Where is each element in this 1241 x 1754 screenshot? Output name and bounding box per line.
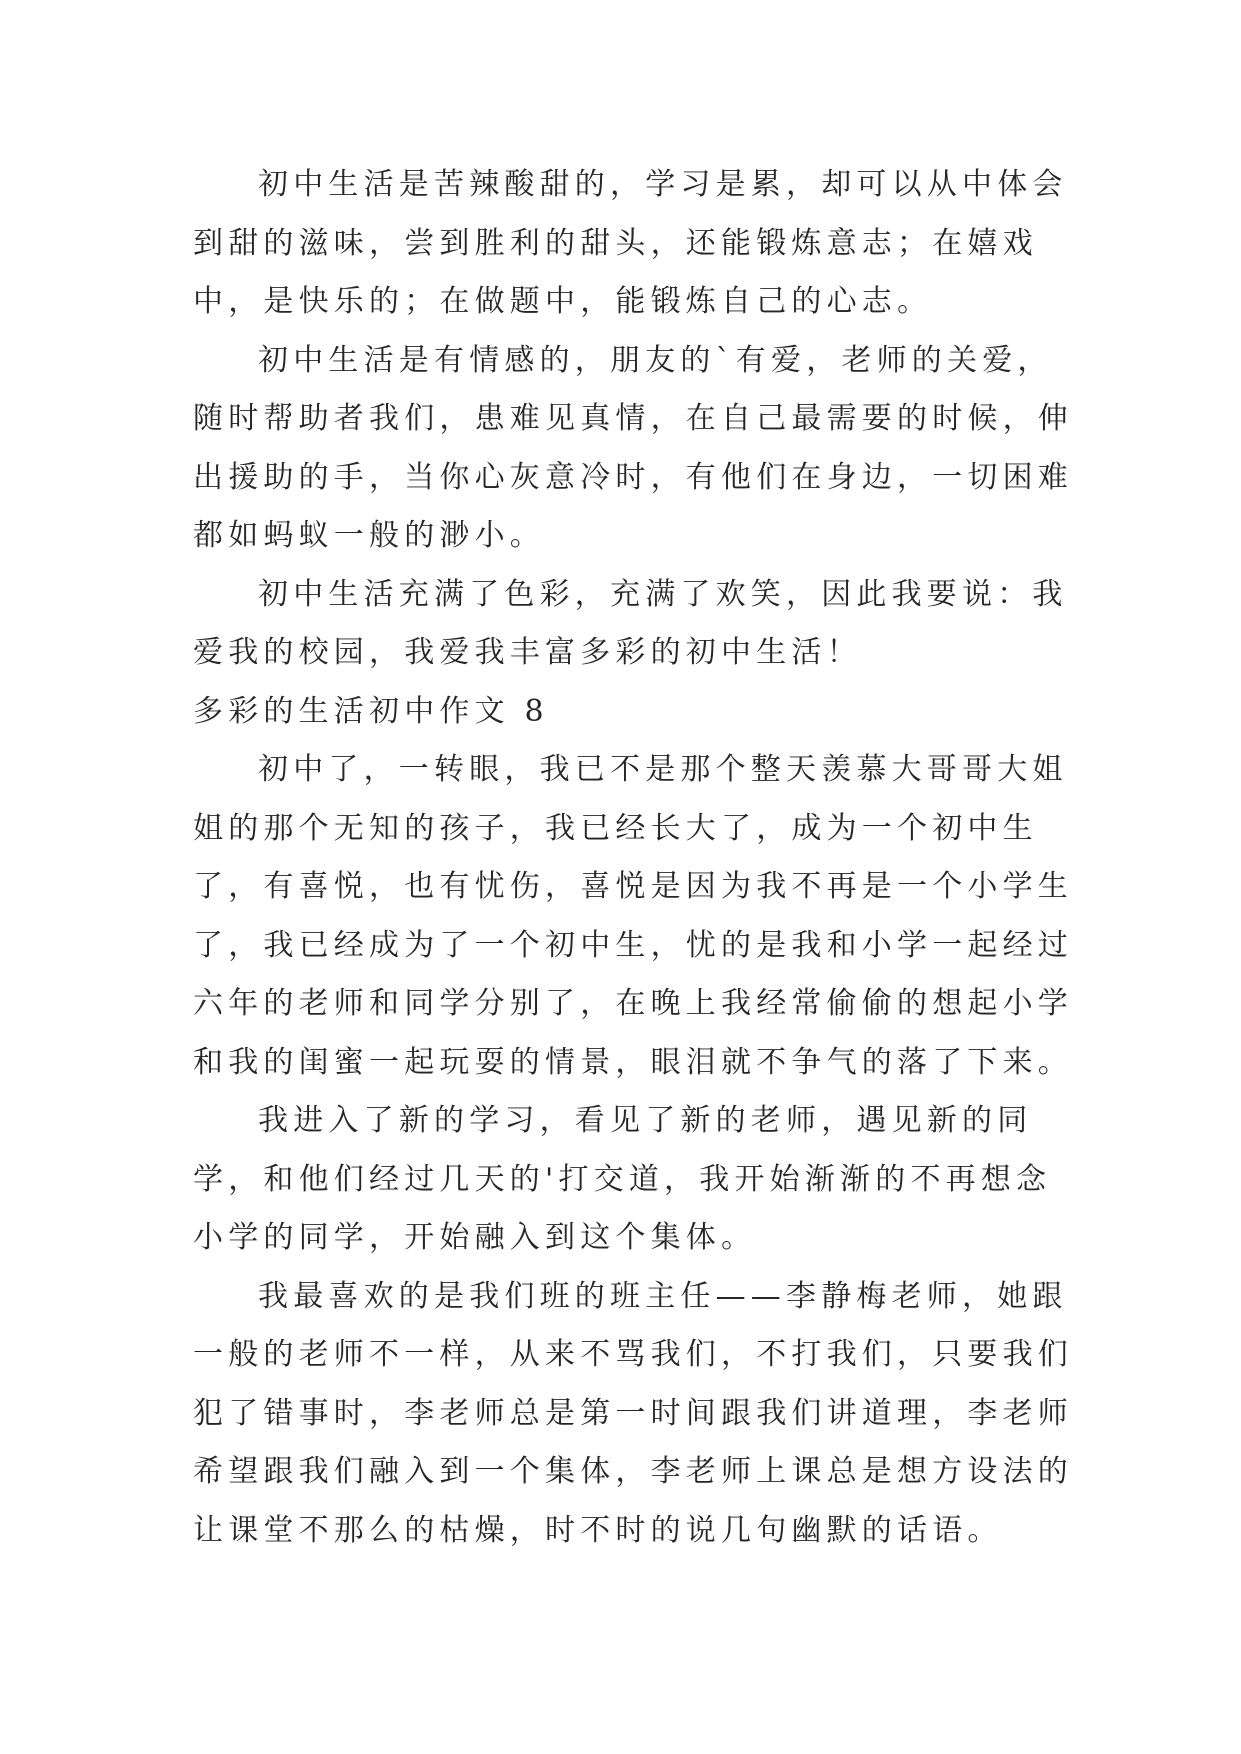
paragraph: 初中生活充满了色彩，充满了欢笑，因此我要说：我爱我的校园，我爱我丰富多彩的初中生活！ (193, 576, 1068, 670)
paragraph: 初中生活是苦辣酸甜的，学习是累，却可以从中体会到甜的滋味，尝到胜利的甜头，还能锻炼意志；在嬉戏中，是快乐的；在做题中，能锻炼自己的心志。 (193, 167, 1068, 319)
paragraph: 我进入了新的学习，看见了新的老师，遇见新的同学，和他们经过几天的'打交道，我开始渐渐的不再想念小学的同学，开始融入到这个集体。 (193, 1103, 1052, 1255)
paragraph: 我最喜欢的是我们班的班主任——李静梅老师，她跟一般的老师不一样，从来不骂我们，不打我们，只要我们犯了错事时，李老师总是第一时间跟我们讲道理，李老师希望跟我们融入到一个集体，李老师上课总是想方设法的让课堂不那么的枯燥，时不时的说几句幽默的话语。 (193, 1278, 1073, 1548)
document-body (193, 156, 1073, 1560)
essay-heading: 多彩的生活初中作文 8 (193, 693, 549, 729)
paragraph: 初中了，一转眼，我已不是那个整天羡慕大哥哥大姐姐的那个无知的孩子，我已经长大了，成为一个初中生了，有喜悦，也有忧伤，喜悦是因为我不再是一个小学生了，我已经成为了一个初中生，忧的是我和小学一起经过六年的老师和同学分别了，在晚上我经常偷偷的想起小学和我的闺蜜一起玩耍的情景，眼泪就不争气的落了下来。 (193, 752, 1073, 1080)
paragraph: 初中生活是有情感的，朋友的`有爱，老师的关爱，随时帮助者我们，患难见真情，在自己最需要的时候，伸出援助的手，当你心灰意冷时，有他们在身边，一切困难都如蚂蚁一般的渺小。 (193, 342, 1073, 553)
